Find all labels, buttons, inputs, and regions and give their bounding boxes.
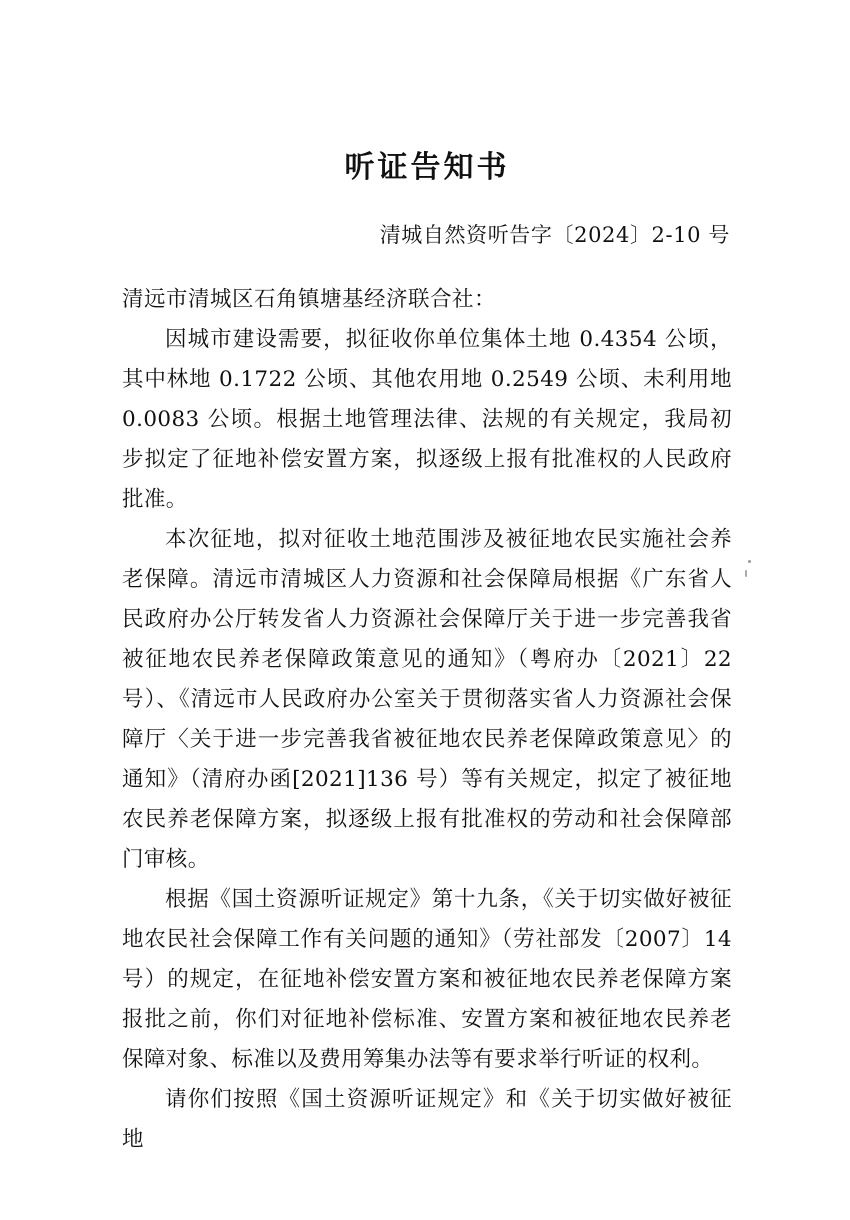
document-body	[122, 0, 732, 1160]
body-paragraph-2: 本次征地，拟对征收土地范围涉及被征地农民实施社会养老保障。清远市清城区人力资源和社会保障局根据《广东省人民政府办公厅转发省人力资源社会保障厅关于进一步完善我省被征地农民养老保障政策意见的通知》（粤府办〔2021〕22 号）、《清远市人民政府办公室关于贯彻落实省人力资源社会保障厅〈关于进一步完善我省被征地农民养老保障政策意见〉的通知》（清府办函[2021]136 号）等有关规定，拟定了被征地农民养老保障方案，拟逐级上报有批准权的劳动和社会保障部门审核。	[122, 527, 732, 872]
document-number: 清城自然资听告字〔2024〕2-10 号	[379, 223, 730, 247]
scan-artifact-speck-secondary	[745, 570, 747, 577]
body-paragraph-1: 因城市建设需要，拟征收你单位集体土地 0.4354 公顷，其中林地 0.1722 公顷、其他农用地 0.2549 公顷、未利用地 0.0083 公顷。根据土地管理法律、法规的有关规定，我局初步拟定了征地补偿安置方案，拟逐级上报有批准权的人民政府批准。	[122, 327, 732, 512]
scan-artifact-speck	[748, 560, 751, 563]
body-paragraph-4: 请你们按照《国土资源听证规定》和《关于切实做好被征地	[122, 1087, 732, 1152]
recipient-line: 清远市清城区石角镇塘基经济联合社：	[122, 287, 497, 312]
body-paragraph-3: 根据《国土资源听证规定》第十九条，《关于切实做好被征地农民社会保障工作有关问题的通知》（劳社部发〔2007〕14 号）的规定，在征地补偿安置方案和被征地农民养老保障方案报批之前，你们对征地补偿标准、安置方案和被征地农民养老保障对象、标准以及费用筹集办法等有要求举行听证的权利。	[122, 887, 732, 1072]
page-title: 听证告知书	[344, 150, 510, 185]
